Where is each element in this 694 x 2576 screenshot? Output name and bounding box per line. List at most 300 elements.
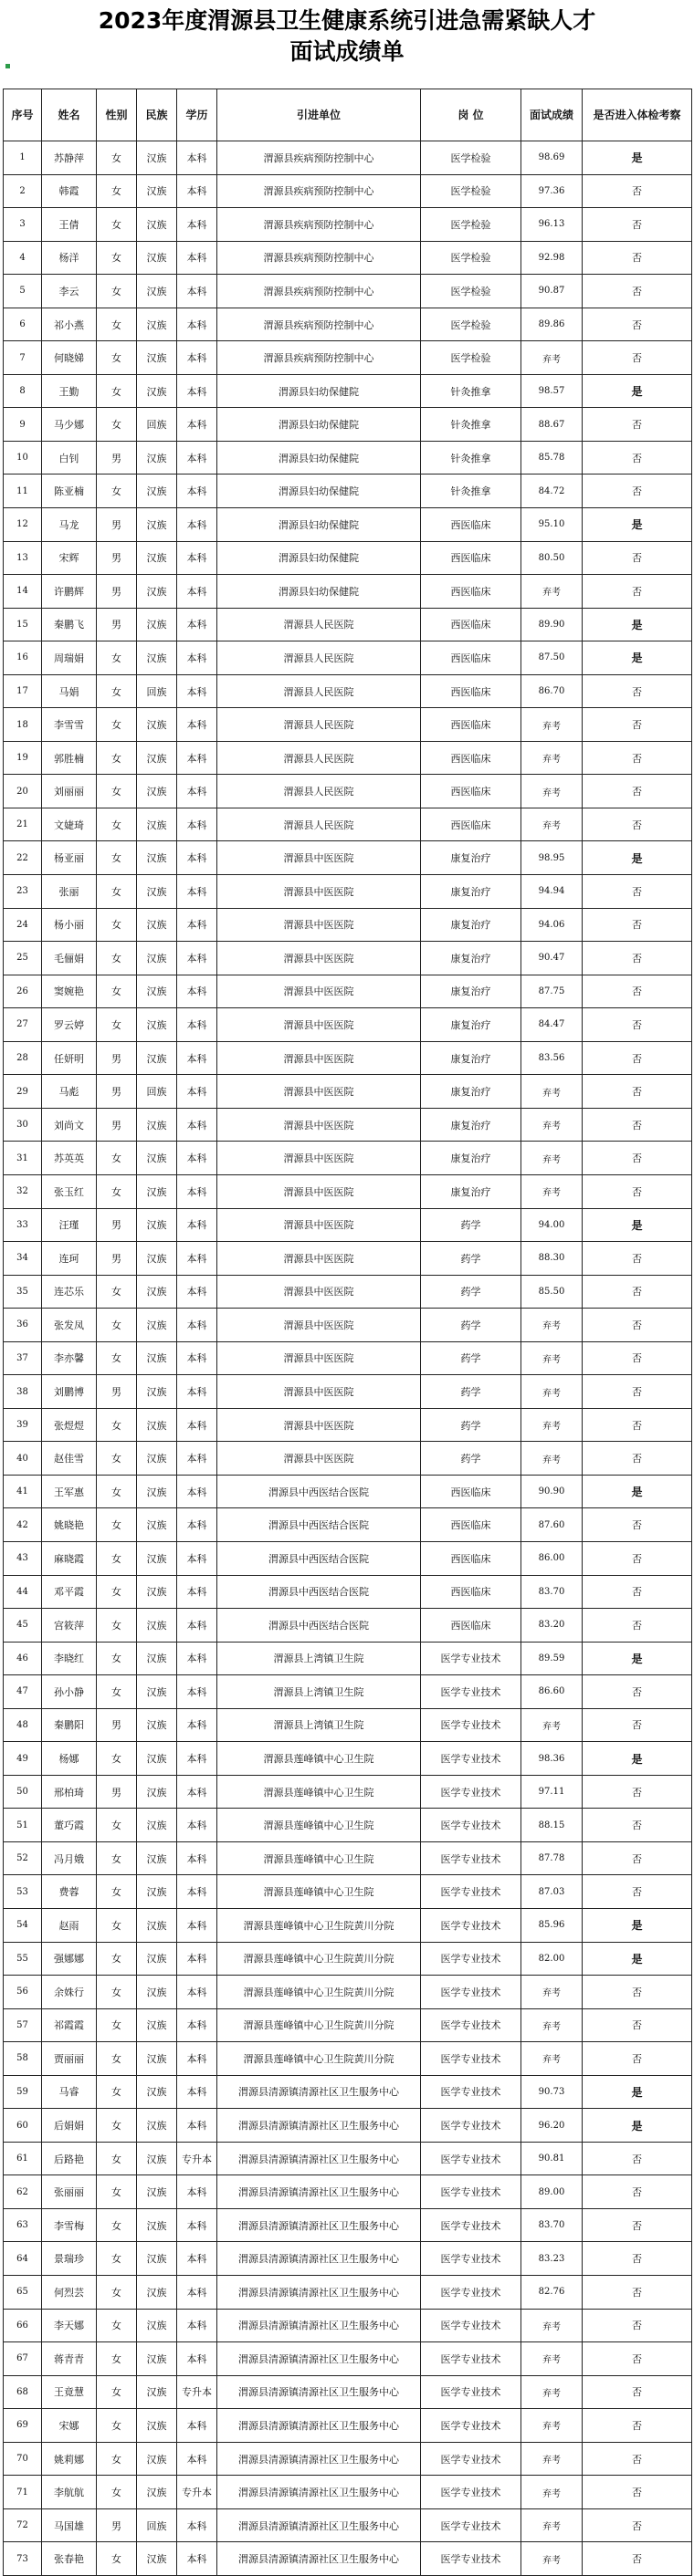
cell-score: 86.70 (521, 674, 583, 708)
cell-position: 药学 (421, 1208, 521, 1242)
cell-unit: 渭源县莲峰镇中心卫生院 (217, 1875, 421, 1909)
cell-education: 本科 (177, 1008, 217, 1042)
cell-pass: 否 (583, 1841, 692, 1875)
cell-name: 苏静萍 (42, 141, 97, 175)
cell-pass: 否 (583, 2175, 692, 2209)
cell-name: 董巧霞 (42, 1809, 97, 1842)
cell-position: 医学专业技术 (421, 2442, 521, 2476)
cell-position: 医学专业技术 (421, 1675, 521, 1709)
cell-gender: 女 (97, 808, 137, 841)
cell-index: 9 (4, 408, 42, 442)
cell-name: 何晓娣 (42, 341, 97, 375)
cell-position: 医学检验 (421, 275, 521, 308)
cell-score: 98.36 (521, 1742, 583, 1776)
cell-score: 弃考 (521, 2375, 583, 2409)
cell-index: 72 (4, 2508, 42, 2542)
cell-pass: 是 (583, 508, 692, 542)
cell-score: 弃考 (521, 808, 583, 841)
cell-score: 弃考 (521, 1174, 583, 1208)
cell-pass: 否 (583, 275, 692, 308)
cell-name: 余姝行 (42, 1976, 97, 2009)
cell-name: 毛俪娟 (42, 942, 97, 975)
cell-index: 27 (4, 1008, 42, 1042)
cell-score: 88.67 (521, 408, 583, 442)
cell-score: 86.60 (521, 1675, 583, 1709)
cell-index: 33 (4, 1208, 42, 1242)
cell-education: 本科 (177, 374, 217, 408)
cell-pass: 否 (583, 2042, 692, 2076)
table-row (4, 1875, 692, 1909)
cell-name: 贾丽丽 (42, 2042, 97, 2076)
cell-name: 杨娜 (42, 1742, 97, 1776)
header-unit: 引进单位 (217, 89, 421, 141)
cell-ethnicity: 汉族 (137, 1242, 177, 1276)
cell-unit: 渭源县中西医结合医院 (217, 1475, 421, 1508)
cell-education: 本科 (177, 641, 217, 675)
cell-score: 89.90 (521, 608, 583, 641)
cell-index: 35 (4, 1275, 42, 1309)
cell-education: 本科 (177, 1875, 217, 1909)
cell-ethnicity: 汉族 (137, 1642, 177, 1675)
table-row (4, 1275, 692, 1309)
cell-index: 21 (4, 808, 42, 841)
cell-ethnicity: 回族 (137, 2508, 177, 2542)
cell-name: 许鹏辉 (42, 575, 97, 609)
cell-position: 医学专业技术 (421, 1742, 521, 1776)
cell-education: 本科 (177, 1609, 217, 1643)
cell-gender: 女 (97, 1275, 137, 1309)
cell-education: 本科 (177, 508, 217, 542)
cell-pass: 否 (583, 1041, 692, 1075)
cell-name: 冯月娥 (42, 1841, 97, 1875)
cell-index: 6 (4, 308, 42, 341)
cell-score: 84.47 (521, 1008, 583, 1042)
cell-ethnicity: 汉族 (137, 2542, 177, 2576)
cell-gender: 女 (97, 2042, 137, 2076)
cell-name: 汪瑾 (42, 1208, 97, 1242)
table-row (4, 1075, 692, 1109)
cell-position: 医学专业技术 (421, 2242, 521, 2276)
cell-position: 药学 (421, 1408, 521, 1442)
cell-name: 马少娜 (42, 408, 97, 442)
cell-unit: 渭源县中医医院 (217, 841, 421, 875)
cell-ethnicity: 汉族 (137, 1708, 177, 1742)
table-row (4, 2375, 692, 2409)
cell-unit: 渭源县莲峰镇中心卫生院 (217, 1775, 421, 1809)
cell-score: 89.00 (521, 2175, 583, 2209)
table-row (4, 2042, 692, 2076)
cell-unit: 渭源县妇幼保健院 (217, 475, 421, 508)
cell-name: 后路艳 (42, 2142, 97, 2175)
cell-ethnicity: 汉族 (137, 475, 177, 508)
cell-pass: 是 (583, 1742, 692, 1776)
cell-unit: 渭源县中医医院 (217, 1174, 421, 1208)
cell-gender: 女 (97, 1976, 137, 2009)
table-row (4, 441, 692, 475)
cell-name: 祁霞霞 (42, 2008, 97, 2042)
header-position: 岗 位 (421, 89, 521, 141)
cell-gender: 男 (97, 575, 137, 609)
cell-index: 47 (4, 1675, 42, 1709)
cell-gender: 女 (97, 1742, 137, 1776)
cell-ethnicity: 汉族 (137, 2342, 177, 2376)
cell-index: 3 (4, 208, 42, 242)
cell-education: 本科 (177, 441, 217, 475)
cell-unit: 渭源县中医医院 (217, 875, 421, 909)
cell-index: 48 (4, 1708, 42, 1742)
cell-pass: 否 (583, 1142, 692, 1175)
cell-name: 秦鹏飞 (42, 608, 97, 641)
cell-education: 本科 (177, 341, 217, 375)
cell-score: 弃考 (521, 2409, 583, 2443)
cell-score: 94.00 (521, 1208, 583, 1242)
cell-ethnicity: 汉族 (137, 2075, 177, 2109)
cell-pass: 否 (583, 1108, 692, 1142)
cell-ethnicity: 回族 (137, 408, 177, 442)
cell-pass: 是 (583, 141, 692, 175)
cell-score: 弃考 (521, 1309, 583, 1342)
table-row (4, 1508, 692, 1542)
cell-position: 医学专业技术 (421, 1841, 521, 1875)
cell-education: 本科 (177, 1341, 217, 1375)
cell-score: 80.50 (521, 541, 583, 575)
cell-position: 医学检验 (421, 208, 521, 242)
cell-gender: 女 (97, 1609, 137, 1643)
cell-unit: 渭源县上湾镇卫生院 (217, 1642, 421, 1675)
cell-name: 连珂 (42, 1242, 97, 1276)
table-row (4, 1675, 692, 1709)
cell-index: 52 (4, 1841, 42, 1875)
cell-unit: 渭源县清源镇清源社区卫生服务中心 (217, 2508, 421, 2542)
cell-position: 西医临床 (421, 1475, 521, 1508)
cell-position: 康复治疗 (421, 1108, 521, 1142)
cell-pass: 否 (583, 775, 692, 808)
cell-ethnicity: 汉族 (137, 775, 177, 808)
cell-pass: 否 (583, 441, 692, 475)
cell-name: 李亦馨 (42, 1341, 97, 1375)
cell-unit: 渭源县疾病预防控制中心 (217, 308, 421, 341)
cell-name: 后娟娟 (42, 2109, 97, 2143)
cell-pass: 否 (583, 2342, 692, 2376)
cell-score: 87.60 (521, 1508, 583, 1542)
cell-unit: 渭源县莲峰镇中心卫生院 (217, 1742, 421, 1776)
cell-score: 弃考 (521, 2542, 583, 2576)
cell-score: 82.76 (521, 2276, 583, 2310)
cell-index: 7 (4, 341, 42, 375)
cell-pass: 否 (583, 174, 692, 208)
cell-position: 药学 (421, 1341, 521, 1375)
cell-education: 本科 (177, 1976, 217, 2009)
cell-gender: 男 (97, 541, 137, 575)
cell-gender: 女 (97, 241, 137, 275)
cell-position: 医学专业技术 (421, 2276, 521, 2310)
cell-score: 弃考 (521, 2309, 583, 2342)
cell-pass: 是 (583, 2075, 692, 2109)
table-row (4, 741, 692, 775)
cell-index: 66 (4, 2309, 42, 2342)
cell-gender: 女 (97, 1875, 137, 1909)
cell-index: 54 (4, 1908, 42, 1942)
cell-name: 文婕琦 (42, 808, 97, 841)
table-row (4, 1041, 692, 1075)
table-row (4, 1908, 692, 1942)
cell-name: 张玉红 (42, 1174, 97, 1208)
cell-ethnicity: 汉族 (137, 1841, 177, 1875)
cell-score: 88.30 (521, 1242, 583, 1276)
cell-name: 宋辉 (42, 541, 97, 575)
cell-score: 弃考 (521, 1976, 583, 2009)
cell-score: 89.59 (521, 1642, 583, 1675)
cell-gender: 女 (97, 1309, 137, 1342)
cell-unit: 渭源县清源镇清源社区卫生服务中心 (217, 2409, 421, 2443)
cell-position: 医学专业技术 (421, 2476, 521, 2509)
cell-pass: 是 (583, 374, 692, 408)
cell-pass: 否 (583, 1875, 692, 1909)
table-row (4, 841, 692, 875)
cell-pass: 否 (583, 2276, 692, 2310)
cell-index: 41 (4, 1475, 42, 1508)
cell-pass: 否 (583, 2476, 692, 2509)
cell-gender: 女 (97, 674, 137, 708)
cell-gender: 女 (97, 708, 137, 742)
cell-score: 87.50 (521, 641, 583, 675)
cell-name: 张丽丽 (42, 2175, 97, 2209)
cell-education: 本科 (177, 241, 217, 275)
table-row (4, 2508, 692, 2542)
cell-gender: 男 (97, 1242, 137, 1276)
cell-unit: 渭源县妇幼保健院 (217, 508, 421, 542)
cell-score: 弃考 (521, 708, 583, 742)
cell-gender: 女 (97, 1942, 137, 1976)
cell-pass: 否 (583, 1575, 692, 1609)
cell-gender: 女 (97, 1508, 137, 1542)
cell-index: 11 (4, 475, 42, 508)
cell-unit: 渭源县中医医院 (217, 1008, 421, 1042)
cell-pass: 是 (583, 1642, 692, 1675)
table-row (4, 674, 692, 708)
cell-index: 50 (4, 1775, 42, 1809)
cell-gender: 女 (97, 2109, 137, 2143)
cell-position: 药学 (421, 1375, 521, 1409)
cell-ethnicity: 汉族 (137, 2208, 177, 2242)
table-row (4, 174, 692, 208)
cell-score: 83.56 (521, 1041, 583, 1075)
cell-education: 本科 (177, 208, 217, 242)
cell-unit: 渭源县中医医院 (217, 1375, 421, 1409)
cell-name: 宋娜 (42, 2409, 97, 2443)
cell-position: 针灸推拿 (421, 475, 521, 508)
cell-score: 97.11 (521, 1775, 583, 1809)
cell-index: 60 (4, 2109, 42, 2143)
cell-position: 针灸推拿 (421, 408, 521, 442)
cell-pass: 否 (583, 908, 692, 942)
cell-ethnicity: 汉族 (137, 275, 177, 308)
cell-name: 苏英英 (42, 1142, 97, 1175)
cell-ethnicity: 汉族 (137, 1108, 177, 1142)
cell-education: 本科 (177, 2208, 217, 2242)
cell-ethnicity: 汉族 (137, 308, 177, 341)
cell-gender: 女 (97, 1841, 137, 1875)
cell-position: 康复治疗 (421, 1075, 521, 1109)
cell-unit: 渭源县人民医院 (217, 741, 421, 775)
cell-position: 医学专业技术 (421, 2342, 521, 2376)
table-row (4, 575, 692, 609)
cell-name: 李雪雪 (42, 708, 97, 742)
cell-unit: 渭源县莲峰镇中心卫生院黄川分院 (217, 1976, 421, 2009)
cell-gender: 女 (97, 408, 137, 442)
cell-education: 本科 (177, 1642, 217, 1675)
table-row (4, 2476, 692, 2509)
cell-education: 本科 (177, 475, 217, 508)
table-row (4, 2409, 692, 2443)
cell-position: 康复治疗 (421, 975, 521, 1008)
cell-pass: 否 (583, 808, 692, 841)
cell-ethnicity: 汉族 (137, 1942, 177, 1976)
cell-index: 8 (4, 374, 42, 408)
cell-score: 弃考 (521, 1108, 583, 1142)
cell-position: 西医临床 (421, 575, 521, 609)
cell-ethnicity: 汉族 (137, 2276, 177, 2310)
cell-education: 本科 (177, 1375, 217, 1409)
table-row (4, 808, 692, 841)
cell-gender: 男 (97, 1708, 137, 1742)
cell-name: 王军惠 (42, 1475, 97, 1508)
cell-unit: 渭源县中医医院 (217, 1408, 421, 1442)
cell-index: 55 (4, 1942, 42, 1976)
cell-ethnicity: 回族 (137, 674, 177, 708)
cell-education: 本科 (177, 808, 217, 841)
cell-unit: 渭源县疾病预防控制中心 (217, 275, 421, 308)
cell-gender: 男 (97, 1375, 137, 1409)
cell-gender: 女 (97, 2008, 137, 2042)
cell-unit: 渭源县清源镇清源社区卫生服务中心 (217, 2208, 421, 2242)
cell-gender: 女 (97, 141, 137, 175)
cell-name: 王倩 (42, 208, 97, 242)
cell-name: 陈亚楠 (42, 475, 97, 508)
cell-ethnicity: 汉族 (137, 508, 177, 542)
cell-name: 马国雄 (42, 2508, 97, 2542)
table-row (4, 1375, 692, 1409)
table-row (4, 275, 692, 308)
cell-name: 祁小燕 (42, 308, 97, 341)
cell-position: 西医临床 (421, 508, 521, 542)
cell-position: 药学 (421, 1242, 521, 1276)
cell-pass: 否 (583, 2409, 692, 2443)
cell-ethnicity: 汉族 (137, 1275, 177, 1309)
cell-education: 本科 (177, 1742, 217, 1776)
cell-unit: 渭源县人民医院 (217, 608, 421, 641)
table-row (4, 2276, 692, 2310)
cell-ethnicity: 汉族 (137, 2142, 177, 2175)
cell-pass: 否 (583, 2442, 692, 2476)
table-row (4, 1108, 692, 1142)
cell-position: 针灸推拿 (421, 374, 521, 408)
cell-education: 本科 (177, 174, 217, 208)
table-body (4, 141, 692, 2576)
cell-education: 本科 (177, 1309, 217, 1342)
score-table (3, 89, 692, 2576)
cell-name: 景瑞珍 (42, 2242, 97, 2276)
cell-position: 医学专业技术 (421, 1809, 521, 1842)
cell-gender: 女 (97, 775, 137, 808)
cell-name: 马龙 (42, 508, 97, 542)
cell-gender: 女 (97, 2175, 137, 2209)
cell-education: 本科 (177, 1142, 217, 1175)
cell-pass: 否 (583, 741, 692, 775)
table-row (4, 608, 692, 641)
cell-position: 医学专业技术 (421, 2208, 521, 2242)
cell-score: 弃考 (521, 741, 583, 775)
cell-position: 医学专业技术 (421, 1875, 521, 1909)
cell-score: 98.95 (521, 841, 583, 875)
cell-name: 杨亚丽 (42, 841, 97, 875)
cell-score: 弃考 (521, 2476, 583, 2509)
table-row (4, 1309, 692, 1342)
cell-gender: 女 (97, 208, 137, 242)
cell-position: 医学专业技术 (421, 1642, 521, 1675)
cell-ethnicity: 汉族 (137, 1742, 177, 1776)
cell-index: 64 (4, 2242, 42, 2276)
table-row (4, 1442, 692, 1476)
cell-gender: 女 (97, 2476, 137, 2509)
cell-ethnicity: 汉族 (137, 2042, 177, 2076)
cell-education: 本科 (177, 2175, 217, 2209)
table-row (4, 775, 692, 808)
cell-pass: 否 (583, 2375, 692, 2409)
cell-ethnicity: 汉族 (137, 1976, 177, 2009)
cell-index: 45 (4, 1609, 42, 1643)
cell-position: 西医临床 (421, 1575, 521, 1609)
cell-score: 84.72 (521, 475, 583, 508)
cell-unit: 渭源县上湾镇卫生院 (217, 1675, 421, 1709)
cell-score: 弃考 (521, 1341, 583, 1375)
header-index: 序号 (4, 89, 42, 141)
cell-education: 本科 (177, 575, 217, 609)
cell-position: 康复治疗 (421, 942, 521, 975)
cell-education: 本科 (177, 775, 217, 808)
cell-education: 本科 (177, 875, 217, 909)
cell-name: 费蓉 (42, 1875, 97, 1909)
cell-pass: 否 (583, 1775, 692, 1809)
cell-name: 姚莉娜 (42, 2442, 97, 2476)
cell-ethnicity: 汉族 (137, 841, 177, 875)
cell-index: 73 (4, 2542, 42, 2576)
cell-ethnicity: 汉族 (137, 1408, 177, 1442)
cell-position: 康复治疗 (421, 841, 521, 875)
cell-score: 90.90 (521, 1475, 583, 1508)
cell-education: 本科 (177, 141, 217, 175)
cell-score: 85.96 (521, 1908, 583, 1942)
cell-unit: 渭源县中医医院 (217, 1442, 421, 1476)
cell-ethnicity: 汉族 (137, 341, 177, 375)
cell-index: 25 (4, 942, 42, 975)
cell-position: 医学专业技术 (421, 1942, 521, 1976)
table-row (4, 1174, 692, 1208)
cell-name: 任妍明 (42, 1041, 97, 1075)
cell-pass: 否 (583, 942, 692, 975)
cell-pass: 否 (583, 408, 692, 442)
cell-gender: 女 (97, 174, 137, 208)
cell-name: 周瑞娟 (42, 641, 97, 675)
cell-name: 赵雨 (42, 1908, 97, 1942)
cell-unit: 渭源县中医医院 (217, 1142, 421, 1175)
cell-education: 本科 (177, 2409, 217, 2443)
cell-ethnicity: 汉族 (137, 1908, 177, 1942)
cell-score: 94.06 (521, 908, 583, 942)
cell-ethnicity: 汉族 (137, 575, 177, 609)
table-row (4, 1708, 692, 1742)
cell-pass: 否 (583, 674, 692, 708)
